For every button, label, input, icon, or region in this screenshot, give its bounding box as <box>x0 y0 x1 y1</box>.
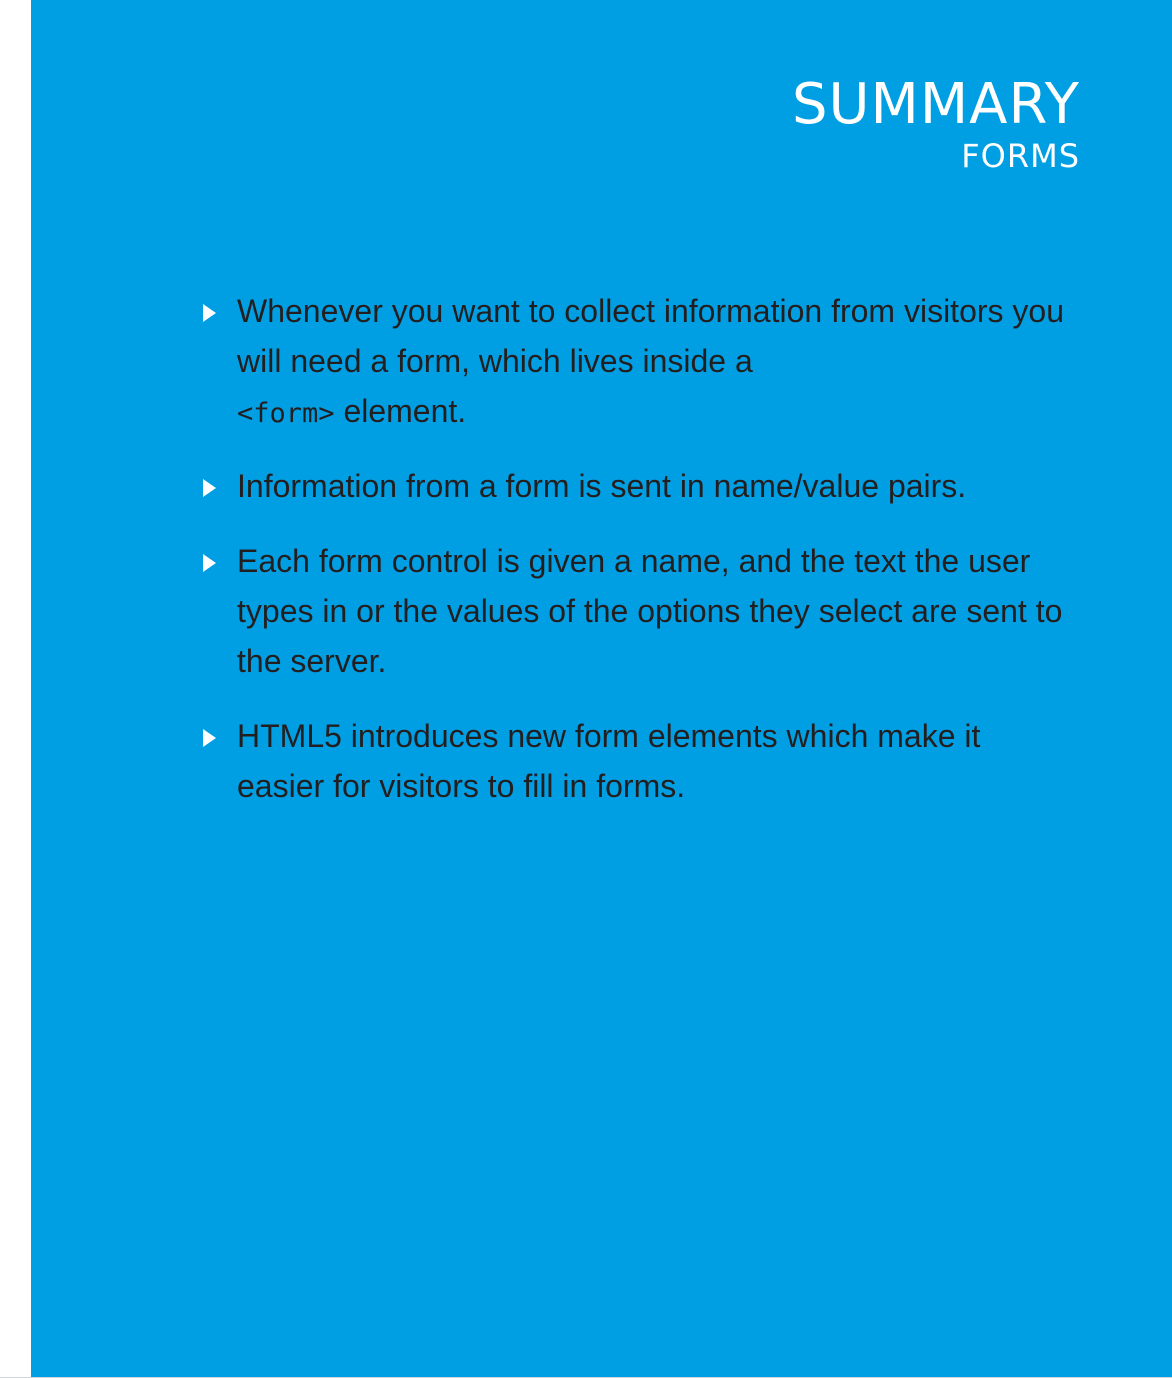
summary-item-text-after: element. <box>343 393 467 429</box>
triangle-right-icon <box>203 729 216 747</box>
form-tag-code: <form> <box>237 398 335 429</box>
triangle-right-icon <box>203 479 216 497</box>
summary-list <box>31 0 1172 1377</box>
summary-item-text-before: Whenever you want to collect information from visitors you will need a form, which lives inside a <box>237 293 1064 379</box>
summary-item <box>237 461 1067 511</box>
summary-item <box>237 536 1067 686</box>
summary-item-text: Each form control is given a name, and the text the user types in or the values of the options they select are sent to the server. <box>237 543 1063 679</box>
summary-item <box>237 286 1067 439</box>
summary-item-text: Information from a form is sent in name/value pairs. <box>237 468 967 504</box>
triangle-right-icon <box>203 554 216 572</box>
page-title: SUMMARY <box>791 72 1080 137</box>
summary-page <box>31 0 1172 1377</box>
summary-item-text: HTML5 introduces new form elements which make it easier for visitors to fill in forms. <box>237 718 981 804</box>
summary-item-text <box>237 286 1067 439</box>
page-subtitle: FORMS <box>961 137 1080 175</box>
summary-item <box>237 711 1067 811</box>
triangle-right-icon <box>203 304 216 322</box>
